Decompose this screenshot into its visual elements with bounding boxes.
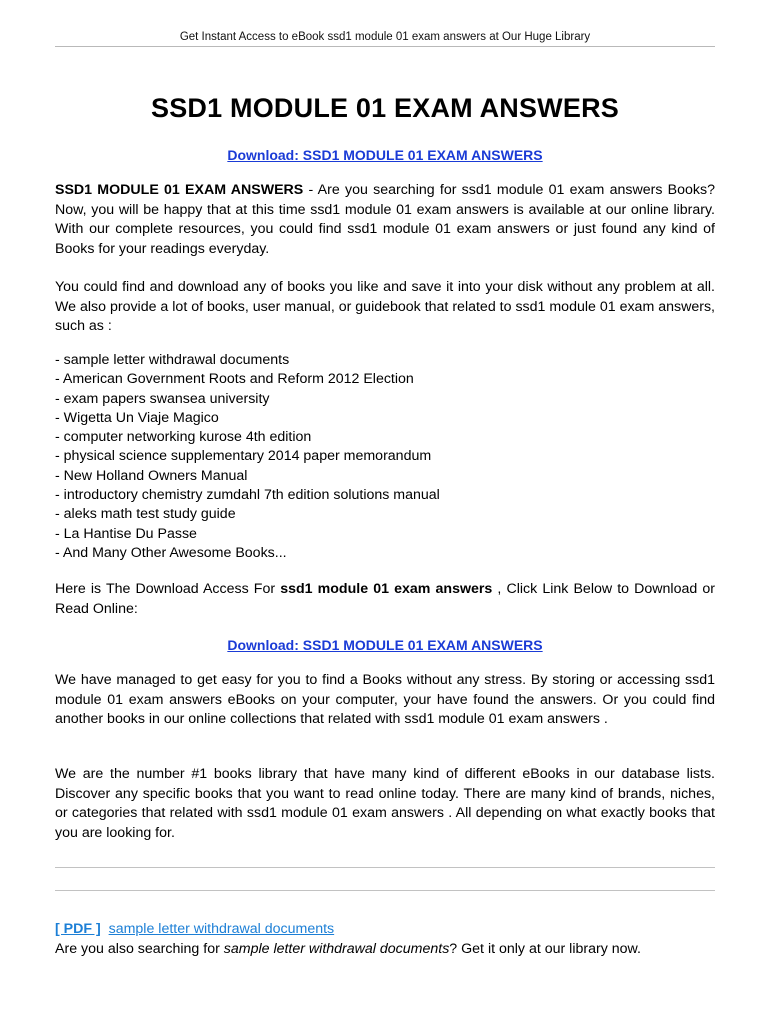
pdf-desc-suffix: ? Get it only at our library now. bbox=[449, 941, 641, 957]
list-item: - New Holland Owners Manual bbox=[55, 467, 715, 486]
related-books-list bbox=[55, 351, 715, 563]
section-divider bbox=[55, 867, 715, 868]
list-item: - introductory chemistry zumdahl 7th edition solutions manual bbox=[55, 486, 715, 505]
list-item: - American Government Roots and Reform 2012 Election bbox=[55, 370, 715, 389]
header-note: Get Instant Access to eBook ssd1 module 01 exam answers at Our Huge Library bbox=[179, 31, 591, 43]
access-paragraph bbox=[55, 580, 715, 619]
list-item: - sample letter withdrawal documents bbox=[55, 351, 715, 370]
intro-paragraph bbox=[55, 181, 715, 259]
download-link-top-container bbox=[0, 145, 770, 165]
list-item: - physical science supplementary 2014 paper memorandum bbox=[55, 447, 715, 466]
storage-paragraph: We have managed to get easy for you to find a Books without any stress. By storing or accessing ssd1 module 01 exam answers eBooks on your computer, your have found the answers. Or you could find another books in our online collections that related with ssd1 module 01 exam answers . bbox=[55, 672, 715, 727]
header-divider bbox=[55, 46, 715, 47]
download-link-bottom-container bbox=[0, 635, 770, 655]
download-link-bottom[interactable]: Download: SSD1 MODULE 01 EXAM ANSWERS bbox=[227, 637, 543, 653]
intro-bold-title: SSD1 MODULE 01 EXAM ANSWERS bbox=[55, 182, 304, 198]
list-item: - La Hantise Du Passe bbox=[55, 525, 715, 544]
list-item: - And Many Other Awesome Books... bbox=[55, 544, 715, 563]
list-item: - aleks math test study guide bbox=[55, 505, 715, 524]
pdf-desc-prefix: Are you also searching for bbox=[55, 941, 224, 957]
download-link-top[interactable]: Download: SSD1 MODULE 01 EXAM ANSWERS bbox=[227, 147, 543, 163]
access-suffix: , Click Link Below to Download or Read Online: bbox=[55, 581, 715, 617]
pdf-item bbox=[55, 920, 715, 940]
pdf-title-link[interactable]: sample letter withdrawal documents bbox=[108, 921, 335, 937]
section-divider bbox=[55, 890, 715, 891]
page-title: SSD1 MODULE 01 EXAM ANSWERS bbox=[151, 93, 619, 123]
list-item: - computer networking kurose 4th edition bbox=[55, 428, 715, 447]
intro-text: - Are you searching for ssd1 module 01 exam answers Books? Now, you will be happy that at this time ssd1 module 01 exam answers is available at our online library. With our complete resources, you could find ssd1 module 01 exam answers or just found any kind of Books for your readings everyday. bbox=[55, 182, 715, 257]
pdf-desc-italic: sample letter withdrawal documents bbox=[223, 941, 450, 957]
description-paragraph: You could find and download any of books you like and save it into your disk without any problem at all. We also provide a lot of books, user manual, or guidebook that related to ssd1 module 01 exam answers, such as : bbox=[55, 279, 715, 334]
access-prefix: Here is The Download Access For bbox=[55, 581, 281, 597]
library-paragraph: We are the number #1 books library that have many kind of different eBooks in our database lists. Discover any specific books that you want to read online today. There are many kind of brands, niches, or categories that related with ssd1 module 01 exam answers . All depending on what exactly books that you are looking for. bbox=[55, 766, 715, 841]
access-bold: ssd1 module 01 exam answers bbox=[280, 581, 493, 597]
list-item: - Wigetta Un Viaje Magico bbox=[55, 409, 715, 428]
pdf-item-description bbox=[55, 940, 715, 960]
pdf-tag-link[interactable]: [ PDF ] bbox=[55, 921, 101, 937]
list-item: - exam papers swansea university bbox=[55, 390, 715, 409]
